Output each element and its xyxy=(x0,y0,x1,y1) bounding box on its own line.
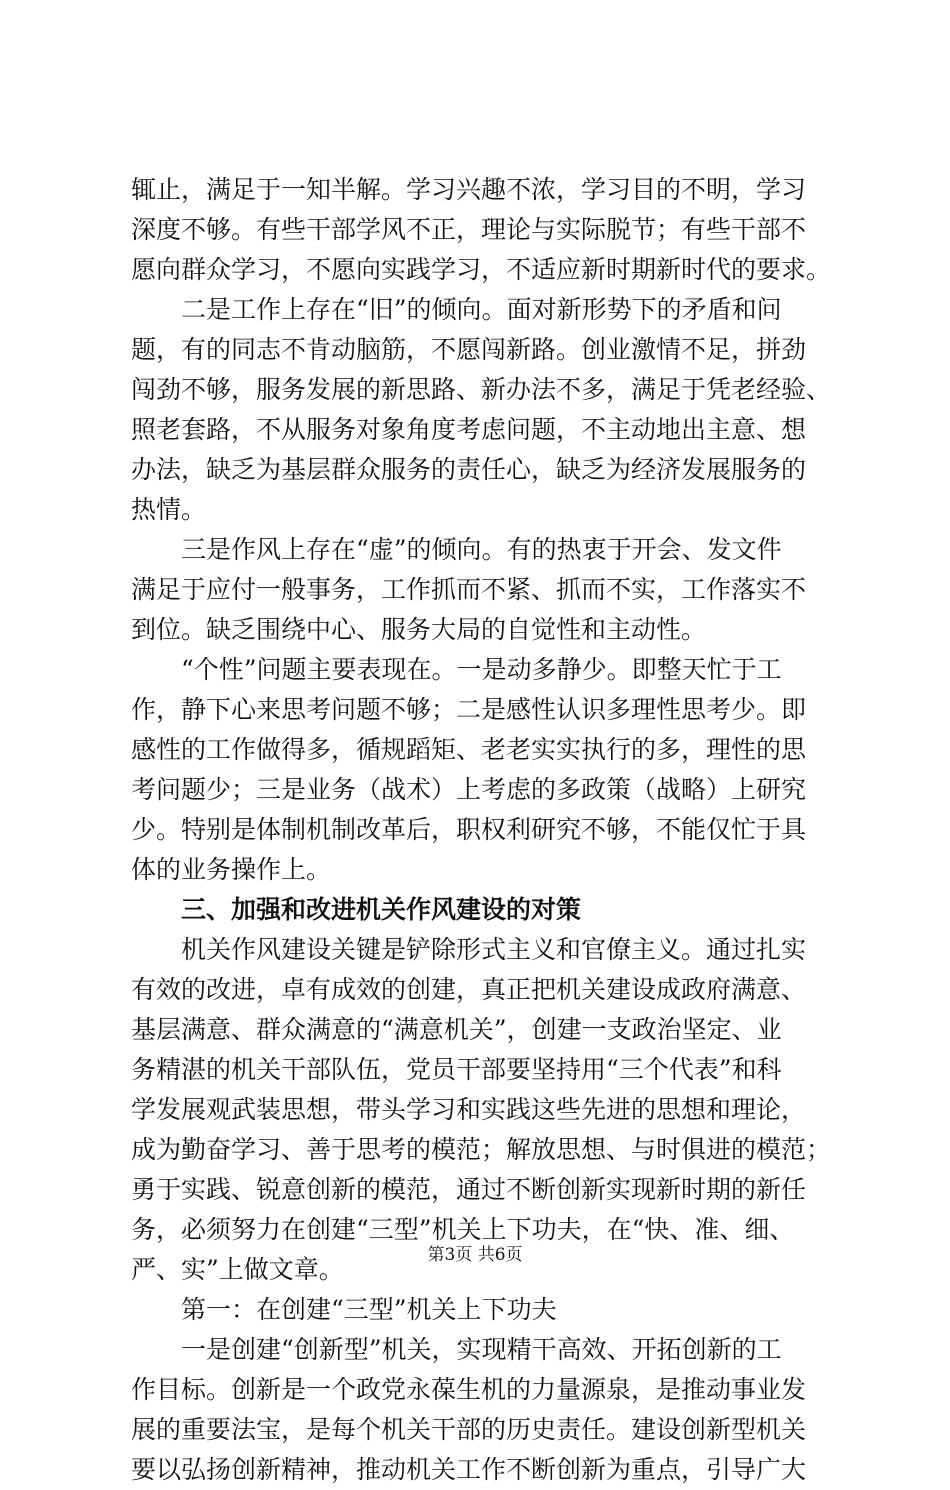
text-line: 热情。 xyxy=(131,495,207,524)
text-line: 考问题少；三是业务（战术）上考虑的多政策（战略）上研究 xyxy=(131,775,807,804)
text-line: 要以弘扬创新精神，推动机关工作不断创新为重点，引导广大 xyxy=(131,1455,807,1484)
text-line: 到位。缺乏围绕中心、服务大局的自觉性和主动性。 xyxy=(131,615,707,644)
text-line: 成为勤奋学习、善于思考的模范；解放思想、与时俱进的模范； xyxy=(131,1135,832,1164)
paragraph-start: 二是工作上存在“旧”的倾向。面对新形势下的矛盾和问 xyxy=(181,295,782,324)
section-heading: 三、加强和改进机关作风建设的对策 xyxy=(181,895,582,924)
text-line: 学发展观武装思想，带头学习和实践这些先进的思想和理论， xyxy=(131,1095,807,1124)
text-line: 辄止，满足于一知半解。学习兴趣不浓，学习目的不明，学习 xyxy=(131,175,807,204)
text-line: 照老套路，不从服务对象角度考虑问题，不主动地出主意、想 xyxy=(131,415,807,444)
subsection-heading: 第一：在创建“三型”机关上下功夫 xyxy=(181,1295,557,1324)
paragraph-start: “个性”问题主要表现在。一是动多静少。即整天忙于工 xyxy=(181,655,782,684)
text-line: 愿向群众学习，不愿向实践学习，不适应新时期新时代的要求。 xyxy=(131,255,832,284)
paragraph-start: 三是作风上存在“虚”的倾向。有的热衷于开会、发文件 xyxy=(181,535,782,564)
text-line: 作目标。创新是一个政党永葆生机的力量源泉，是推动事业发 xyxy=(131,1375,807,1404)
text-line: 基层满意、群众满意的“满意机关”，创建一支政治坚定、业 xyxy=(131,1015,782,1044)
text-line: 闯劲不够，服务发展的新思路、新办法不多，满足于凭老经验、 xyxy=(131,375,832,404)
text-line: 少。特别是体制机制改革后，职权利研究不够，不能仅忙于具 xyxy=(131,815,807,844)
paragraph-start: 一是创建“创新型”机关，实现精干高效、开拓创新的工 xyxy=(181,1335,782,1364)
text-line: 务精湛的机关干部队伍，党员干部要坚持用“三个代表”和科 xyxy=(131,1055,782,1084)
page-number: 第3页 共6页 xyxy=(427,1245,523,1265)
text-line: 题，有的同志不肯动脑筋，不愿闯新路。创业激情不足，拼劲 xyxy=(131,335,807,364)
text-line: 深度不够。有些干部学风不正，理论与实际脱节；有些干部不 xyxy=(131,215,807,244)
text-line: 有效的改进，卓有成效的创建，真正把机关建设成政府满意、 xyxy=(131,975,807,1004)
text-line: 务，必须努力在创建“三型”机关上下功夫，在“快、准、细、 xyxy=(131,1215,795,1244)
page-footer xyxy=(0,1243,950,1267)
text-line: 感性的工作做得多，循规蹈矩、老老实实执行的多，理性的思 xyxy=(131,735,807,764)
paragraph-start: 机关作风建设关键是铲除形式主义和官僚主义。通过扎实 xyxy=(181,935,807,964)
text-line: 作，静下心来思考问题不够；二是感性认识多理性思考少。即 xyxy=(131,695,807,724)
text-line: 办法，缺乏为基层群众服务的责任心，缺乏为经济发展服务的 xyxy=(131,455,807,484)
text-line: 勇于实践、锐意创新的模范，通过不断创新实现新时期的新任 xyxy=(131,1175,807,1204)
text-line: 严、实”上做文章。 xyxy=(131,1255,344,1284)
text-line: 体的业务操作上。 xyxy=(131,855,332,884)
document-body xyxy=(131,170,851,1490)
text-line: 满足于应付一般事务，工作抓而不紧、抓而不实，工作落实不 xyxy=(131,575,807,604)
text-line: 展的重要法宝，是每个机关干部的历史责任。建设创新型机关 xyxy=(131,1415,807,1444)
